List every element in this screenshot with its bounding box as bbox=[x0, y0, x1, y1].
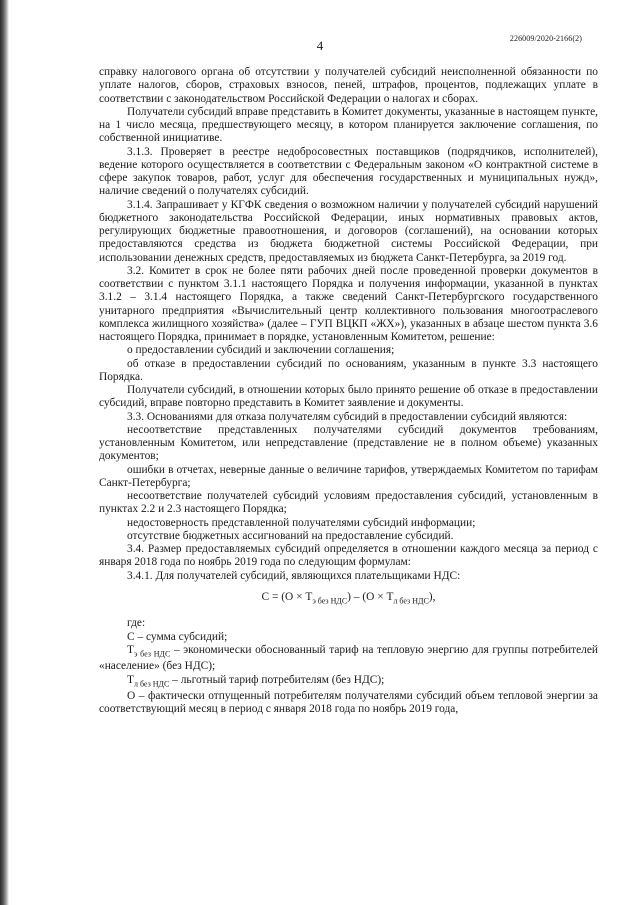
tl-subscript: л без НДС bbox=[133, 678, 170, 688]
definition-tl bbox=[99, 674, 598, 691]
paragraph: ошибки в отчетах, неверные данные о величине тарифов, утверждаемых Комитетом по тарифам Санкт-Петербурга; bbox=[99, 463, 598, 489]
paragraph: 3.3. Основаниями для отказа получателям субсидий в предоставлении субсидий являются: bbox=[127, 410, 568, 423]
paragraph: несоответствие получателей субсидий условиям предоставления субсидий, установленным в пунктах 2.2 и 2.3 настоящего Порядка; bbox=[99, 490, 598, 516]
definition-o: О – фактически отпущенный потребителям получателями субсидий объем тепловой энергии за соответствующий месяц в период с января 2018 года по ноябрь 2019 года, bbox=[99, 690, 598, 716]
te-subscript: э без НДС bbox=[133, 649, 171, 659]
tl-symbol: Т bbox=[127, 673, 134, 686]
paragraph: справку налогового органа об отсутствии у получателей субсидий неисполненной обязанности по уплате налогов, сборов, страховых взносов, пеней, штрафов, процентов, подлежащих уплате в соответствии с законодательством Российской Федерации о налогах и сборах. bbox=[99, 66, 598, 105]
page-number: 4 bbox=[316, 38, 324, 53]
definition-c: С – сумма субсидий; bbox=[127, 630, 228, 643]
formula-sub-te: э без НДС bbox=[312, 596, 348, 606]
where-label: где: bbox=[127, 617, 146, 630]
paragraph: 3.1.4. Запрашивает у КГФК сведения о возможном наличии у получателей субсидий нарушений бюджетного законодательства Российской Федерации, иных нормативных правовых актов, регулирующих бюджетные правоотношения, и договоров (соглашений), на основании которых предоставляются средства из бюджета бюджетной системы Российской Федерации, при использовании денежных средств, предоставляемых из бюджета Санкт-Петербурга, за 2019 год. bbox=[99, 198, 598, 264]
paragraph: 3.1.3. Проверяет в реестре недобросовестных поставщиков (подрядчиков, исполнителей), ведение которого осуществляется в соответствии с Федеральным законом «О контрактной системе в сфере закупок товаров, работ, услуг для обеспечения государственных и муниципальных нужд», наличие сведений о получателях субсидий. bbox=[99, 145, 598, 198]
paragraph: 3.4. Размер предоставляемых субсидий определяется в отношении каждого месяца за период с января 2018 года по ноябрь 2019 года по следующим формулам: bbox=[99, 543, 598, 569]
tl-text: – льготный тариф потребителям (без НДС); bbox=[169, 673, 385, 686]
paragraph: о предоставлении субсидий и заключении соглашения; bbox=[127, 344, 395, 357]
paragraph: несоответствие представленных получателями субсидий документов требованиям, установленным Комитетом, или непредставление (представление не в полном объеме) указанных документов; bbox=[99, 423, 598, 463]
formula-sub-tl: л без НДС bbox=[393, 596, 429, 606]
subsidy-formula bbox=[99, 591, 598, 608]
definition-te bbox=[99, 644, 598, 674]
formula-lhs: С = (О × Т bbox=[261, 590, 313, 603]
paragraph: Получатели субсидий, в отношении которых было принято решение об отказе в предоставлении субсидий, вправе повторно представить в Комитет заявление и документы. bbox=[99, 384, 598, 410]
paragraph: Получатели субсидий вправе представить в Комитет документы, указанные в настоящем пункте, на 1 число месяца, предшествующего месяцу, в котором планируется заключение соглашения, по собственной инициативе. bbox=[99, 105, 598, 145]
document-id: 226009/2020-2166(2) bbox=[509, 34, 582, 43]
paragraph: 3.4.1. Для получателей субсидий, являющихся плательщиками НДС: bbox=[127, 569, 461, 582]
document-body bbox=[99, 66, 598, 717]
te-text: – экономически обоснованный тариф на тепловую энергию для группы потребителей «население» (без НДС); bbox=[99, 643, 599, 673]
paragraph: отсутствие бюджетных ассигнований на предоставление субсидий. bbox=[127, 529, 454, 542]
paragraph: 3.2. Комитет в срок не более пяти рабочих дней после проведенной проверки документов в соответствии с пунктом 3.1.1 настоящего Порядка и получения информации, указанной в пунктах 3.1.2 – 3.1.4 настоящего Порядка, а также сведений Санкт-Петербургского государственного унитарного предприятия «Вычислительный центр коллективного пользования многоотраслевого комплекса жилищного хозяйства» (далее – ГУП ВЦКП «ЖХ»), указанных в абзаце шестом пункта 3.6 настоящего Порядка, принимает в порядке, установленным Комитетом, решение: bbox=[99, 264, 598, 343]
formula-mid: ) – (О × Т bbox=[347, 590, 394, 603]
te-symbol: Т bbox=[127, 643, 134, 656]
paragraph: недостоверность представленной получателями субсидий информации; bbox=[127, 516, 476, 529]
paragraph: об отказе в предоставлении субсидий по основаниям, указанным в пункте 3.3 настоящего Порядка. bbox=[99, 357, 598, 383]
scan-edge bbox=[0, 0, 9, 905]
formula-end: ), bbox=[428, 590, 436, 603]
